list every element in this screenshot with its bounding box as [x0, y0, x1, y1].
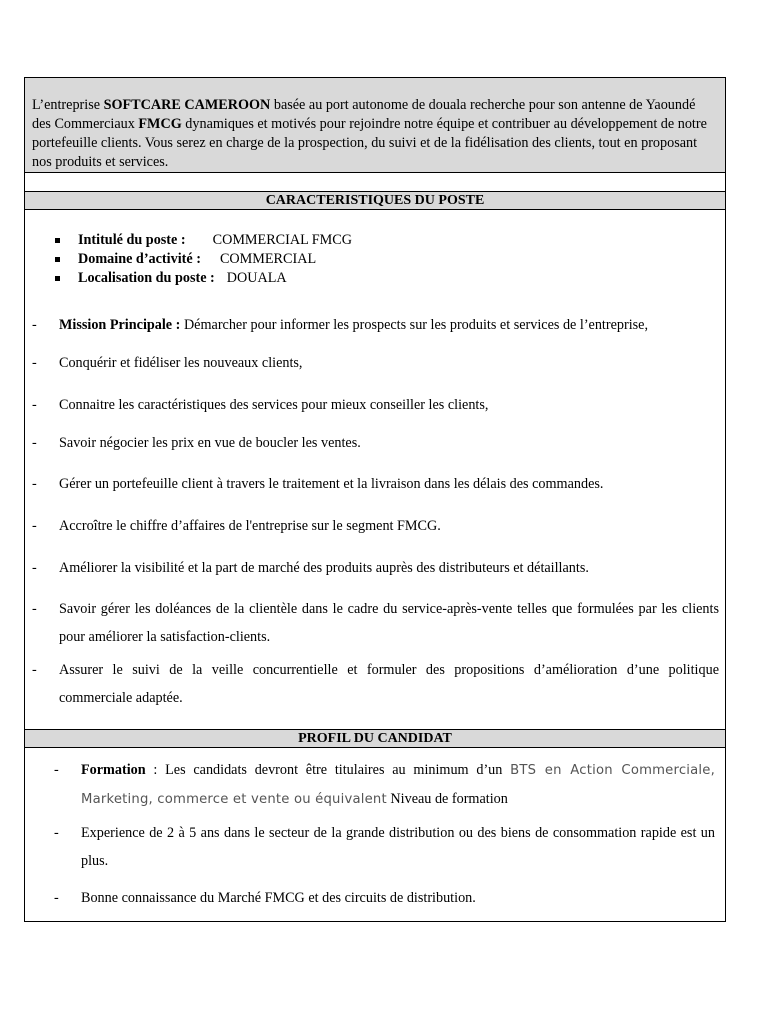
mission-text: Démarcher pour informer les prospects sur les produits et services de l’entreprise,: [180, 317, 649, 333]
intro-paragraph: [25, 78, 725, 173]
square-bullet-icon: [55, 238, 60, 243]
job-offer-frame: L’entreprise SOFTCARE CAMEROON basée au port autonome de douala recherche pour son antenne de Yaoundé des Commerciaux FMCG dynamiques et motivés pour rejoindre notre équipe et contribuer au développement de notre portefeuille clients. Vous serez en charge de la prospection, du suivi et de la fidélisation des clients, tout en proposant nos produits et services. CARACTERISTIQUES DU POSTE Intitulé du poste : COMMERCIAL FMCG Domaine d’activité : COMMERCIAL Localisation du poste : DOUALA - Mission Principale : Démarcher pour informer les prospects sur les produits et services de l’entreprise, - Conquérir et fidéliser les nouveaux clients, - Connaitre les caractéristiques des services pour mieux conseiller les clients, - Savoir négocier les prix en vue de boucler les ventes. - Gérer un portefeuille client à travers le traitement et la livraison dans les délais des commandes. - Accroître le chiffre d’affaires de l'entreprise sur le segment FMCG. - Améliorer la visibilité et la part de marché des produits auprès des distributeurs et détaillants. - Savoir gérer les doléances de la clientèle dans le cadre du service-après-vente telles que formulées par les clients pour améliorer la satisfaction-clients. - Assurer le suivi de la veille concurrentielle et formuler des propositions d’amélioration d’une politique commerciale adaptée. PROFIL DU CANDIDAT - Formation : Les candidats devront être titulaires au minimum d’un BTS en Action Commerciale, Marketing, commerce et vente ou équivalent Niveau de formation - Experience de 2 à 5 ans dans le secteur de la grande distribution ou des biens de consommation rapide est un plus. - Bonne connaissance du Marché FMCG et des circuits de distribution.: [24, 77, 726, 922]
square-bullet-icon: [55, 276, 60, 281]
job-details-list: [55, 231, 352, 288]
intro-text-1: L’entreprise: [32, 97, 104, 113]
dash-bullet: -: [32, 317, 37, 333]
company-name: SOFTCARE CAMEROON: [103, 97, 271, 113]
formation-diploma: BTS en Action Commerciale, Marketing, commerce et vente ou équivalent: [81, 763, 715, 807]
intro-fmcg: FMCG: [138, 116, 182, 132]
dash-bullet: -: [54, 762, 59, 778]
list-item: Intitulé du poste : COMMERCIAL FMCG: [55, 231, 352, 250]
intro-text-2: basée au port autonome de douala recherche pour son antenne de Yaoundé des Commerciaux: [32, 97, 696, 132]
list-item: Domaine d’activité : COMMERCIAL: [55, 250, 352, 269]
list-item: Localisation du poste : DOUALA: [55, 269, 352, 288]
intro-text-3: dynamiques et motivés pour rejoindre notre équipe et contribuer au développement de notre portefeuille clients. Vous serez en charge de la prospection, du suivi et de la fidélisation des clients, tout en proposant nos produits et services.: [32, 116, 707, 170]
mission-label: Mission Principale :: [59, 317, 181, 333]
section-title-poste: CARACTERISTIQUES DU POSTE: [25, 191, 725, 210]
formation-label: Formation: [81, 762, 146, 778]
square-bullet-icon: [55, 257, 60, 262]
section-title-profil: PROFIL DU CANDIDAT: [25, 729, 725, 748]
